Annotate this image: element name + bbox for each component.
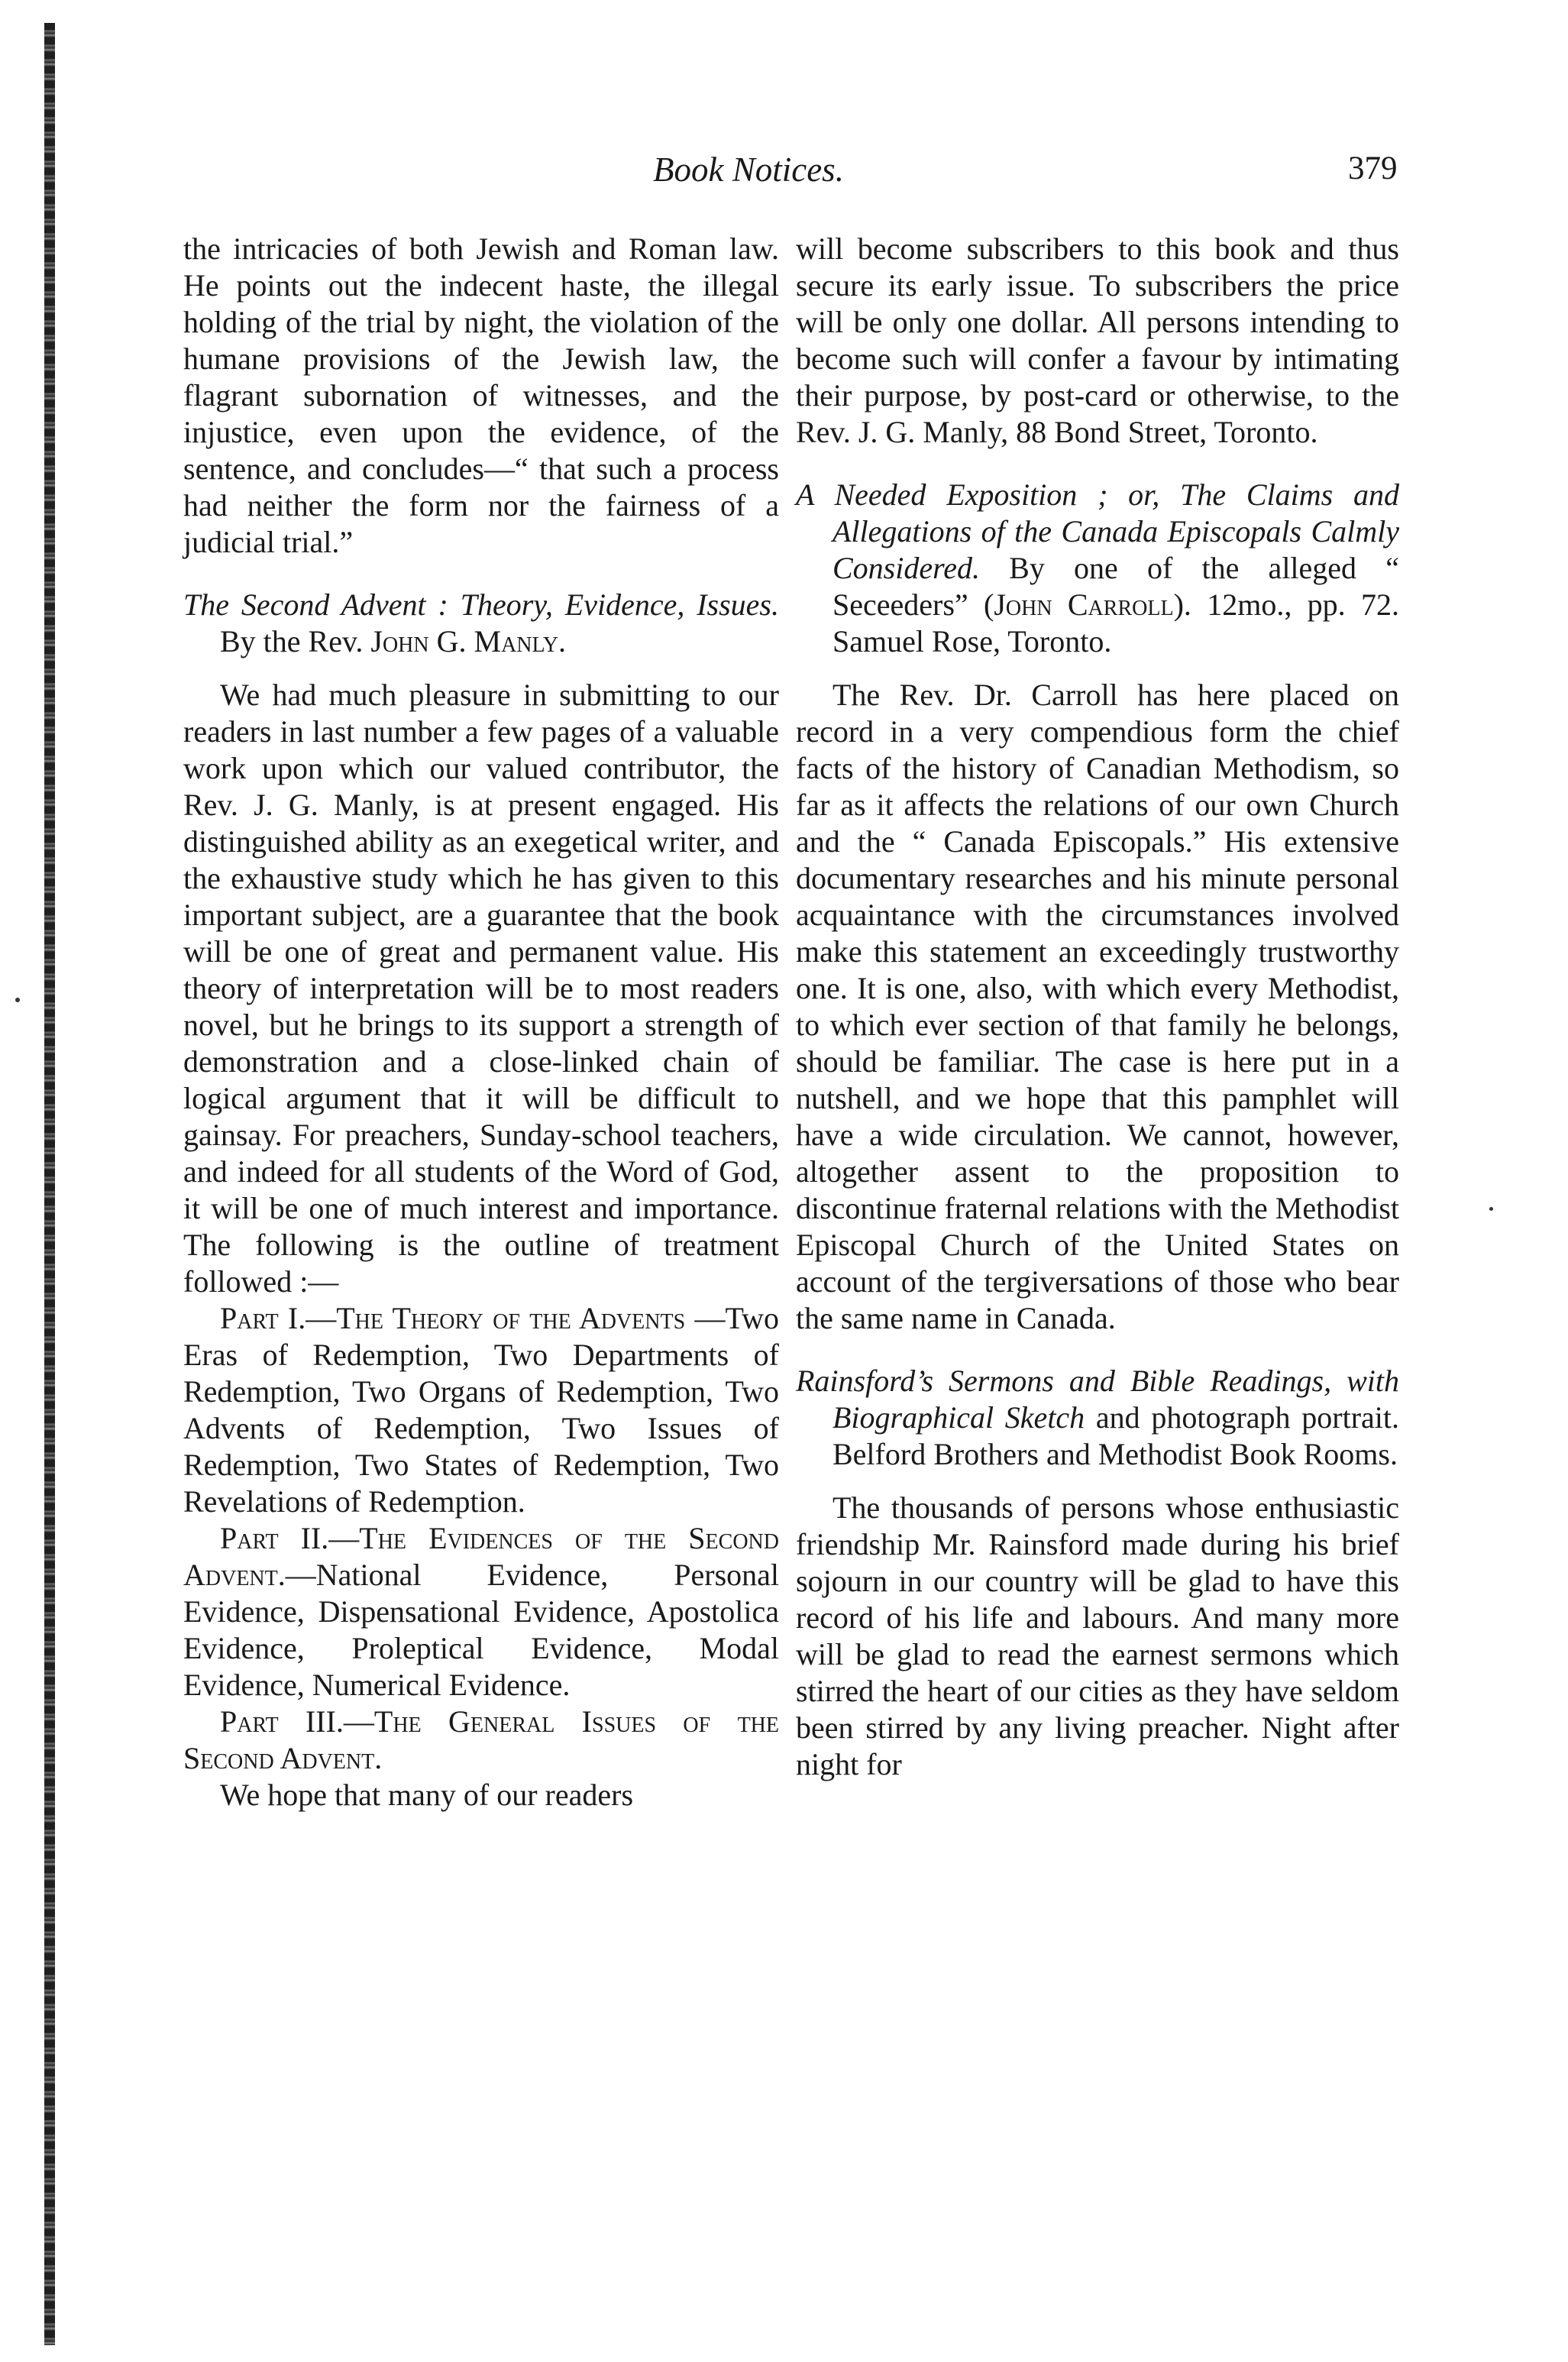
page-binding-edge (44, 23, 55, 2345)
author-name: John G. Manly. (370, 624, 567, 658)
page-header (0, 150, 1568, 203)
book-notice-heading (183, 587, 779, 660)
publication-details: and photograph portrait. Belford Brothers and Methodist Book Rooms. (832, 1400, 1399, 1471)
continuation-paragraph: the intricacies of both Jewish and Roman law. He points out the indecent haste, the illegal holding of the trial by night, the violation of the humane provisions of the Jewish law, the flagrant subornation of witnesses, and the injustice, even upon the evidence, of the sentence, and concludes—“ that such a process had neither the form nor the fairness of a judicial trial.” (183, 231, 779, 559)
part-body: —National Evidence, Personal Evidence, Dispensational Evidence, Apostolica Evidence, Proleptical Evidence, Modal Evidence, Numerical Evidence. (183, 1558, 779, 1702)
book-title: Rainsford’s Sermons and Bible Readings, with Biographical Sketch (796, 1364, 1399, 1435)
page-speck (1489, 1207, 1493, 1211)
closing-paragraph: We hope that many of our readers (220, 1778, 634, 1812)
book-notice-heading (796, 1363, 1399, 1473)
outline-part-3 (183, 1704, 779, 1777)
review-paragraph: The thousands of persons whose enthusiastic friendship Mr. Rainsford made during his brief sojourn in our country will be glad to have this record of his life and labours. And many more will be glad to read the earnest sermons which stirred the heart of our cities as they have seldom been stirred by any living preacher. Night after night for (796, 1490, 1399, 1781)
page-number: 379 (1348, 150, 1398, 186)
review-paragraph: The Rev. Dr. Carroll has here placed on record in a very compendious form the chief facts of the history of Canadian Methodism, so far as it affects the relations of our own Church and the “ Canada Episcopals.” His extensive documentary researches and his minute personal acquaintance with the circumstances involved make this statement an exceedingly trustworthy one. It is one, also, with which every Methodist, to which ever section of that family he belongs, should be familiar. The case is here put in a nutshell, and we hope that this pamphlet will have a wide circulation. We cannot, however, altogether assent to the proposition to discontinue fraternal relations with the Methodist Episcopal Church of the United States on account of the tergiversations of those who bear the same name in Canada. (796, 678, 1399, 1335)
book-title: A Needed Exposition ; or, The Claims and Allegations of the Canada Episcopals Calmly Considered. (796, 477, 1399, 585)
continuation-paragraph: will become subscribers to this book and thus secure its early issue. To subscribers the price will be only one dollar. All persons intending to become such will confer a favour by intimating their purpose, by post-card or otherwise, to the Rev. J. G. Manly, 88 Bond Street, Toronto. (796, 231, 1399, 449)
book-notice-heading (796, 477, 1399, 660)
outline-part-1 (183, 1300, 779, 1520)
outline-part-2 (183, 1520, 779, 1704)
running-title: Book Notices. (653, 150, 844, 189)
author-name: John Carroll (994, 587, 1174, 622)
book-title: The Second Advent : Theory, Evidence, Issues. (183, 587, 779, 622)
part-heading: Part III.—The General Issues of the Second Advent. (183, 1704, 779, 1775)
page-speck (15, 998, 20, 1002)
part-body: —Two Eras of Redemption, Two Departments of Redemption, Two Organs of Redemption, Two Advents of Redemption, Two Issues of Redemption, Two States of Redemption, Two Revelations of Redemption. (183, 1301, 779, 1519)
part-heading: Part II.—The Evidences of the Second Advent. (183, 1521, 779, 1592)
byline-prefix: By the Rev. (220, 624, 364, 658)
publication-details: ). 12mo., pp. 72. Samuel Rose, Toronto. (832, 587, 1399, 658)
left-column (183, 231, 779, 1814)
part-heading: Part I.—The Theory of the Advents (220, 1301, 686, 1335)
review-paragraph: We had much pleasure in submitting to our readers in last number a few pages of a valuable work upon which our valued contributor, the Rev. J. G. Manly, is at present engaged. His distinguished ability as an exegetical writer, and the exhaustive study which he has given to this important subject, are a guarantee that the book will be one of great and permanent value. His theory of interpretation will be to most readers novel, but he brings to its support a strength of demonstration and a close-linked chain of logical argument that it will be difficult to gainsay. For preachers, Sunday-school teachers, and indeed for all students of the Word of God, it will be one of much interest and importance. The following is the outline of treatment followed :— (183, 678, 779, 1299)
right-column (796, 231, 1399, 1783)
byline: By one of the alleged “ Seceeders” ( (832, 551, 1399, 622)
